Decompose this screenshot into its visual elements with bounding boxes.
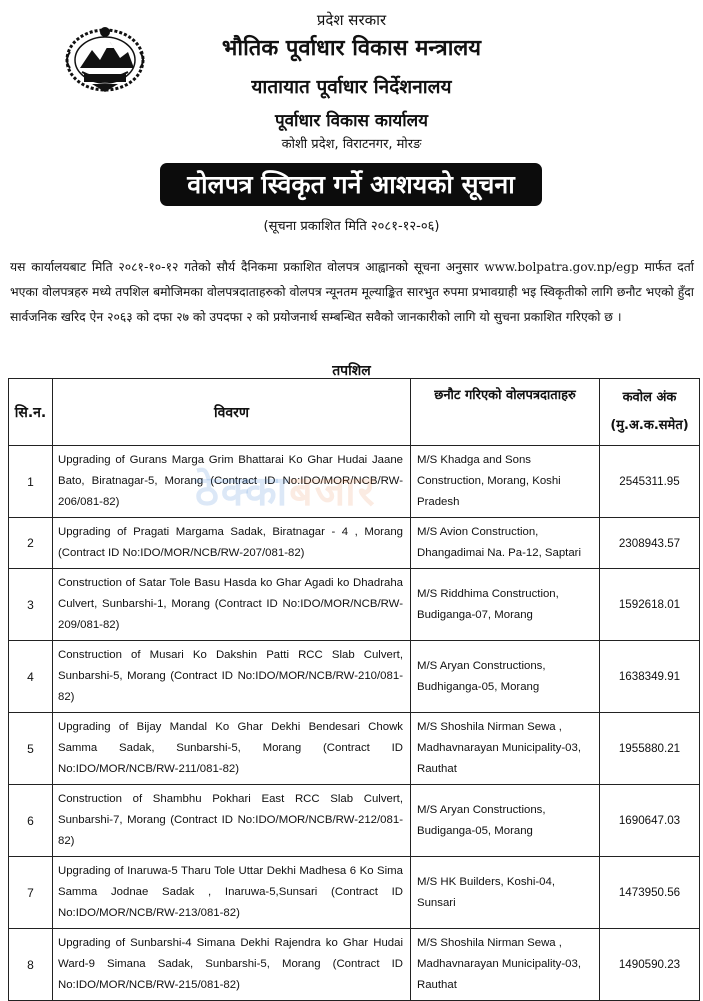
row-serial-number: 1 xyxy=(9,446,53,518)
row-work-description: Upgrading of Sunbarshi-4 Simana Dekhi Rajendra ko Ghar Hudai Ward-9 Simana Sadak, Sunbarshi-5, Morang (Contract ID No:IDO/MOR/NCB/RW-215/081-82) xyxy=(53,929,411,1001)
row-serial-number: 3 xyxy=(9,569,53,641)
table-row xyxy=(9,713,700,785)
bolpatra-link[interactable]: www.bolpatra.gov.np/egp xyxy=(484,260,639,274)
header-description: विवरण xyxy=(53,379,411,446)
table-row xyxy=(9,518,700,569)
row-serial-number: 2 xyxy=(9,518,53,569)
province-government-label: प्रदेश सरकार xyxy=(316,11,387,29)
row-work-description: Construction of Shambhu Pokhari East RCC Slab Culvert, Sunbarshi-7, Morang (Contract ID No:IDO/MOR/NCB/RW-212/081-82) xyxy=(53,785,411,857)
office-name: पूर्वाधार विकास कार्यालय xyxy=(274,111,429,131)
table-row xyxy=(9,446,700,518)
row-selected-bidder: M/S Avion Construction, Dhangadimai Na. Pa-12, Saptari xyxy=(411,518,600,569)
row-serial-number: 4 xyxy=(9,641,53,713)
table-row xyxy=(9,641,700,713)
watermark-part2: बजार xyxy=(289,467,377,515)
row-work-description: Construction of Musari Ko Dakshin Patti RCC Slab Culvert, Sunbarshi-5, Morang (Contract ID No:IDO/MOR/NCB/RW-210/081-82) xyxy=(53,641,411,713)
notice-body-part2: मार्फत दर्ता भएका वोलपत्रहरु मध्ये तपशिल बमोजिमका वोलपत्रदाताहरुको वोलपत्र न्यूनतम मूल्याङ्कित सारभुत रुपमा प्रभावग्राही भइ स्विकृतीको लागि छनौट भएको हुँदा सार्वजनिक खरिद ऐन २०६३ को दफा २७ को उपदफा २ को प्रयोजनार्थ सम्बन्धित सवैको जानकारीको लागि यो सुचना प्रकाशित गरिएको छ । xyxy=(10,260,694,324)
row-bid-amount: 1638349.91 xyxy=(600,641,700,713)
row-serial-number: 5 xyxy=(9,713,53,785)
row-serial-number: 7 xyxy=(9,857,53,929)
row-serial-number: 6 xyxy=(9,785,53,857)
row-bid-amount: 1473950.56 xyxy=(600,857,700,929)
header-bid-amount-line1: कवोल अंक xyxy=(622,390,677,405)
header-bid-amount-line2: (मु.अ.क.समेत) xyxy=(610,418,689,433)
row-work-description: Upgrading of Bijay Mandal Ko Ghar Dekhi Bendesari Chowk Samma Sadak, Sunbarshi-5, Morang (Contract ID No:IDO/MOR/NCB/RW-211/081-82) xyxy=(53,713,411,785)
row-work-description: Upgrading of Gurans Marga Grim Bhattarai Ko Ghar Hudai Jaane Bato, Biratnagar-5, Morang (Contract ID No:IDO/MOR/NCB/RW-206/081-82) xyxy=(53,446,411,518)
notice-body xyxy=(10,255,694,330)
watermark-part1: ठेक्का xyxy=(195,467,290,515)
ministry-name: भौतिक पूर्वाधार विकास मन्त्रालय xyxy=(221,36,482,61)
table-row xyxy=(9,857,700,929)
notice-body-part1: यस कार्यालयबाट मिति २०८१-१०-१२ गतेको सौर्य दैनिकमा प्रकाशित वोलपत्र आह्वानको सूचना अनुसार xyxy=(10,260,479,274)
table-header-row xyxy=(9,379,700,446)
row-selected-bidder: M/S Aryan Constructions, Budiganga-05, Morang xyxy=(411,785,600,857)
directorate-name: यातायात पूर्वाधार निर्देशनालय xyxy=(251,76,452,98)
header-selected-bidders: छनौट गरिएको वोलपत्रदाताहरु xyxy=(411,379,600,446)
row-selected-bidder: M/S Shoshila Nirman Sewa , Madhavnarayan Municipality-03, Rauthat xyxy=(411,713,600,785)
publication-date: (सूचना प्रकाशित मिति २०८१-१२-०६) xyxy=(263,219,440,234)
row-bid-amount: 2308943.57 xyxy=(600,518,700,569)
row-bid-amount: 1490590.23 xyxy=(600,929,700,1001)
table-row xyxy=(9,785,700,857)
header-bid-amount xyxy=(600,379,700,446)
row-work-description: Upgrading of Pragati Margama Sadak, Biratnagar - 4 , Morang (Contract ID No:IDO/MOR/NCB/RW-207/081-82) xyxy=(53,518,411,569)
row-serial-number: 8 xyxy=(9,929,53,1001)
row-bid-amount: 1690647.03 xyxy=(600,785,700,857)
table-row xyxy=(9,569,700,641)
row-selected-bidder: M/S Aryan Constructions, Budhiganga-05, Morang xyxy=(411,641,600,713)
row-work-description: Upgrading of Inaruwa-5 Tharu Tole Uttar Dekhi Madhesa 6 Ko Sima Samma Jodnae Sadak , Inaruwa-5,Sunsari (Contract ID No:IDO/MOR/NCB/RW-213/081-82) xyxy=(53,857,411,929)
notice-title: वोलपत्र स्विकृत गर्ने आशयको सूचना xyxy=(160,163,542,206)
office-address: कोशी प्रदेश, विराटनगर, मोरङ xyxy=(281,137,422,152)
row-selected-bidder: M/S Riddhima Construction, Budiganga-07, Morang xyxy=(411,569,600,641)
table-row xyxy=(9,929,700,1001)
header-serial-number: सि.न. xyxy=(9,379,53,446)
row-selected-bidder: M/S HK Builders, Koshi-04, Sunsari xyxy=(411,857,600,929)
table-caption: तपशिल xyxy=(332,363,371,379)
row-selected-bidder: M/S Khadga and Sons Construction, Morang, Koshi Pradesh xyxy=(411,446,600,518)
row-work-description: Construction of Satar Tole Basu Hasda ko Ghar Agadi ko Dhadraha Culvert, Sunbarshi-1, Morang (Contract ID No:IDO/MOR/NCB/RW-209/081-82) xyxy=(53,569,411,641)
row-bid-amount: 2545311.95 xyxy=(600,446,700,518)
row-selected-bidder: M/S Shoshila Nirman Sewa , Madhavnarayan Municipality-03, Rauthat xyxy=(411,929,600,1001)
row-bid-amount: 1592618.01 xyxy=(600,569,700,641)
bid-selection-table xyxy=(8,378,700,1001)
row-bid-amount: 1955880.21 xyxy=(600,713,700,785)
